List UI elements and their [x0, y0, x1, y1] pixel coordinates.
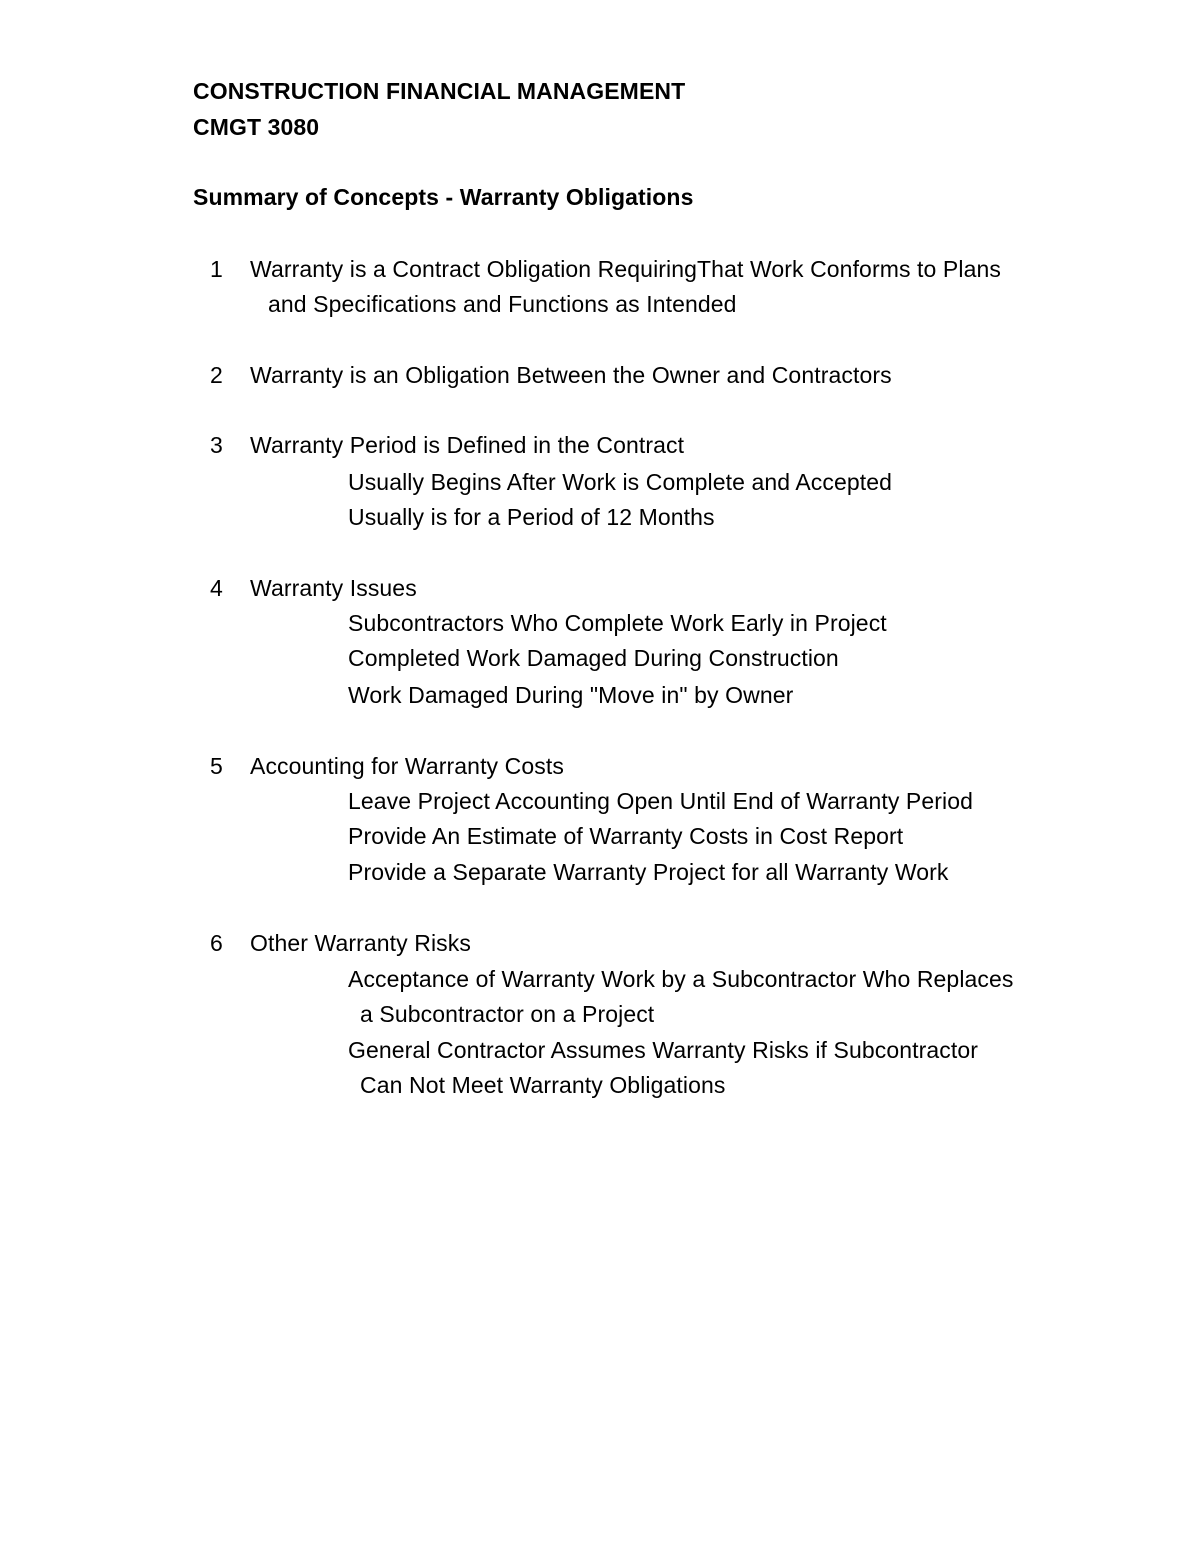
item-6-line-5: Can Not Meet Warranty Obligations: [360, 1072, 726, 1098]
item-3-line-1: Warranty Period is Defined in the Contract: [250, 432, 685, 458]
item-6-line-2: Acceptance of Warranty Work by a Subcontractor Who Replaces: [348, 966, 1014, 992]
item-6-line-1: Other Warranty Risks: [250, 930, 471, 956]
item-3-line-3: Usually is for a Period of 12 Months: [348, 504, 715, 530]
item-number-2: 2: [210, 362, 223, 388]
item-number-1: 1: [210, 256, 223, 282]
item-6-line-4: General Contractor Assumes Warranty Risks if Subcontractor: [348, 1037, 979, 1063]
item-4-line-1: Warranty Issues: [250, 575, 417, 601]
item-1-line-1: Warranty is a Contract Obligation RequiringThat Work Conforms to Plans: [250, 256, 1001, 282]
item-2-line-1: Warranty is an Obligation Between the Owner and Contractors: [250, 362, 892, 388]
item-number-5: 5: [210, 753, 223, 779]
item-4-line-4: Work Damaged During "Move in" by Owner: [348, 682, 794, 708]
item-3-line-2: Usually Begins After Work is Complete and Accepted: [348, 469, 893, 495]
item-number-3: 3: [210, 432, 223, 458]
course-code: CMGT 3080: [193, 114, 320, 140]
course-title: CONSTRUCTION FINANCIAL MANAGEMENT: [193, 78, 686, 104]
item-4-line-2: Subcontractors Who Complete Work Early in Project: [348, 610, 887, 636]
item-5-line-1: Accounting for Warranty Costs: [250, 753, 564, 779]
item-4-line-3: Completed Work Damaged During Construction: [348, 645, 839, 671]
item-number-6: 6: [210, 930, 223, 956]
item-5-line-4: Provide a Separate Warranty Project for all Warranty Work: [348, 859, 949, 885]
item-5-line-2: Leave Project Accounting Open Until End of Warranty Period: [348, 788, 974, 814]
item-5-line-3: Provide An Estimate of Warranty Costs in Cost Report: [348, 823, 904, 849]
summary-title: Summary of Concepts - Warranty Obligations: [193, 184, 694, 210]
item-1-line-2: and Specifications and Functions as Intended: [268, 291, 737, 317]
item-6-line-3: a Subcontractor on a Project: [360, 1001, 655, 1027]
item-number-4: 4: [210, 575, 223, 601]
